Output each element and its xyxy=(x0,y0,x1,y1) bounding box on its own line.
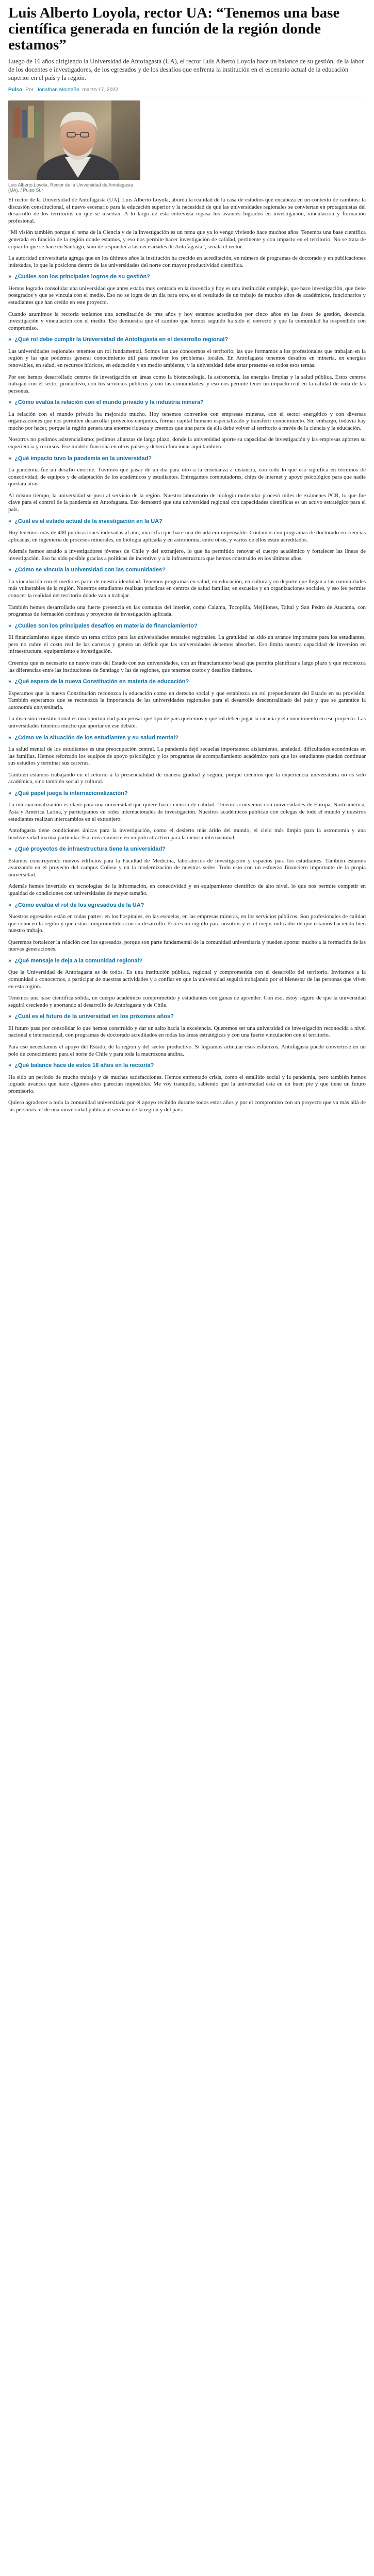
question-text: ¿Qué rol debe cumplir la Universidad de Antofagasta en el desarrollo regional? xyxy=(14,336,229,343)
question-bullet-icon: » xyxy=(8,336,12,343)
body-paragraph: Nuestros egresados están en todas partes: en los hospitales, en las escuelas, en las empresas mineras, en los servicios públicos. Son profesionales de calidad que conocen la región y que están comprometidos con su desarrollo. Eso es un orgullo para nosotros y es el mejor indicador de que estamos haciendo bien nuestro trabajo. xyxy=(8,913,366,934)
body-paragraph: Para eso necesitamos el apoyo del Estado, de la región y del sector productivo. Si logramos articular esos esfuerzos, Antofagasta puede convertirse en un polo de conocimiento para el norte de Chile y para toda la macrozona andina. xyxy=(8,1044,366,1057)
photo-caption: Luis Alberto Loyola, Rector de la Universidad de Antofagasta (UA). / Pulso Sur xyxy=(8,182,134,193)
question-heading xyxy=(8,790,366,797)
question-text: ¿Cómo evalúa el rol de los egresados de la UA? xyxy=(14,902,144,908)
question-heading xyxy=(8,567,366,573)
question-text: ¿Cómo evalúa la relación con el mundo privado y la industria minera? xyxy=(14,399,204,406)
question-text: ¿Qué papel juega la internacionalización? xyxy=(14,790,128,796)
question-bullet-icon: » xyxy=(8,679,12,685)
body-paragraph: El futuro pasa por consolidar lo que hemos construido y dar un salto hacia la excelencia. Queremos ser una universidad de investigación reconocida a nivel nacional e internacional, con programas de doctorado acreditados en todas las áreas estratégicas y con una fuerte vinculación con el territorio. xyxy=(8,1025,366,1039)
article-body xyxy=(0,197,374,1129)
body-paragraph: El financiamiento sigue siendo un tema crítico para las universidades estatales regionales. La gratuidad ha sido un avance importante para los estudiantes, pero no cubre el costo real de las carreras y genera un déficit que las universidades debemos absorber. Eso limita nuestra capacidad de inversión en infraestructura, equipamiento e investigación. xyxy=(8,634,366,655)
body-paragraph: Al mismo tiempo, la universidad se puso al servicio de la región. Nuestro laboratorio de biología molecular procesó miles de exámenes PCR, lo que fue clave para el control de la pandemia en Antofagasta. Eso demostró que una universidad regional con capacidades científicas es un activo estratégico para el país. xyxy=(8,492,366,513)
question-text: ¿Cómo se vincula la universidad con las comunidades? xyxy=(14,567,166,573)
body-paragraph: Antofagasta tiene condiciones únicas para la investigación, como el desierto más árido del mundo, el cielo más limpio para la astronomía y una biodiversidad marina particular. Eso nos convierte en un polo atractivo para la ciencia internacional. xyxy=(8,827,366,841)
body-paragraph: Esperamos que la nueva Constitución reconozca la educación como un derecho social y que establezca un rol preponderante del Estado en su provisión. También esperamos que se reconozca la importancia de las universidades regionales para el desarrollo descentralizado del país y que se garantice la autonomía universitaria. xyxy=(8,690,366,710)
body-paragraph: “Mi visión también porque el tema de la Ciencia y de la investigación es un tema que ya lo vengo viviendo hace muchos años. Tenemos una base científica generada en función de la región donde estamos, y eso nos permite hacer investigación de calidad, pertinente y con impacto en el territorio. No se trata de copiar lo que se hace en Santiago, sino de responder a las necesidades de Antofagasta”, señala el rector. xyxy=(8,229,366,250)
question-bullet-icon: » xyxy=(8,1013,12,1020)
question-heading xyxy=(8,1062,366,1069)
question-text: ¿Cuál es el estado actual de la investigación en la UA? xyxy=(14,518,162,524)
question-heading xyxy=(8,902,366,909)
body-paragraph: Ha sido un período de mucho trabajo y de muchas satisfacciones. Hemos enfrentado crisis, como el estallido social y la pandemia, pero también hemos logrado avances que hace algunos años parecían imposibles. Me voy tranquilo, sabiendo que la universidad está en un buen pie y que tiene un futuro promisorio. xyxy=(8,1074,366,1094)
body-paragraph: También hemos desarrollado una fuerte presencia en las comunas del interior, como Calama, Tocopilla, Mejillones, Taltal y San Pedro de Atacama, con programas de formación continua y proyectos de investigación aplicada. xyxy=(8,604,366,618)
author-prefix: Por xyxy=(25,87,34,93)
article-lead: Luego de 16 años dirigiendo la Universidad de Antofagasta (UA), el rector Luis Alberto Loyola hace un balance de su gestión, de la labor de los docentes e investigadores, de los egresados y de los desafíos que enfrenta la institución en el escenario actual de la educación superior en el país y la región. xyxy=(8,58,364,81)
question-heading xyxy=(8,274,366,280)
question-text: ¿Cuáles son los principales desafíos en materia de financiamiento? xyxy=(14,622,198,629)
body-paragraph: Queremos fortalecer la relación con los egresados, porque son parte fundamental de la comunidad universitaria y pueden aportar mucho a la formación de las nuevas generaciones. xyxy=(8,939,366,953)
question-bullet-icon: » xyxy=(8,846,12,853)
question-heading xyxy=(8,679,366,685)
body-paragraph: La pandemia fue un desafío enorme. Tuvimos que pasar de un día para otro a la enseñanza a distancia, con todo lo que eso significa en términos de conectividad, de equipos y de adaptación de los académicos y estudiantes. Entregamos computadores, chips de internet y apoyo psicológico para que nadie quedara atrás. xyxy=(8,467,366,487)
question-heading xyxy=(8,1013,366,1020)
body-paragraph: Por eso hemos desarrollado centros de investigación en áreas como la biotecnología, la astronomía, las energías limpias y la salud pública. Estos centros trabajan con el sector productivo, con los servicios públicos y con las comunidades, y eso nos permite tener un impacto real en la calidad de vida de las personas. xyxy=(8,374,366,394)
body-paragraph: La salud mental de los estudiantes es una preocupación central. La pandemia dejó secuelas importantes: aislamiento, ansiedad, dificultades económicas en las familias. Hemos reforzado los equipos de apoyo psicológico y los programas de acompañamiento académico para que los estudiantes puedan continuar sus estudios y terminar sus carreras. xyxy=(8,745,366,767)
question-text: ¿Qué espera de la nueva Constitución en materia de educación? xyxy=(14,679,189,685)
question-heading xyxy=(8,958,366,964)
article-header xyxy=(0,0,374,93)
source-label[interactable]: Pulso xyxy=(8,87,23,93)
publish-date: marzo 17, 2022 xyxy=(82,87,119,93)
body-paragraph: También estamos trabajando en el retorno a la presencialidad de manera gradual y segura, porque creemos que la experiencia universitaria no es solo académica, sino también social y cultural. xyxy=(8,771,366,785)
question-text: ¿Cuál es el futuro de la universidad en los próximos años? xyxy=(14,1013,174,1020)
body-paragraph: La vinculación con el medio es parte de nuestra identidad. Tenemos programas en salud, en educación, en cultura y en deporte que llegan a las comunidades más vulnerables de la región. Nuestros estudiantes realizan prácticas en centros de salud familiar, en escuelas y en organizaciones sociales, y eso les permite conocer la realidad del territorio donde van a trabajar. xyxy=(8,578,366,599)
body-paragraph: La internacionalización es clave para una universidad que quiere hacer ciencia de calidad. Tenemos convenios con universidades de Europa, Norteamérica, Asia y América Latina, y participamos en redes internacionales de investigación. Nuestros académicos publican con colegas de todo el mundo y nuestros estudiantes realizan intercambios en el extranjero. xyxy=(8,802,366,822)
body-paragraph: Que la Universidad de Antofagasta es de todos. Es una institución pública, regional y comprometida con el desarrollo del territorio. Invitamos a la comunidad a conocernos, a participar de nuestras actividades y a confiar en que la universidad seguirá trabajando por el bienestar de las personas que viven en esta región. xyxy=(8,969,366,990)
body-paragraph: Estamos construyendo nuevos edificios para la Facultad de Medicina, laboratorios de investigación y espacios para los estudiantes. También estamos avanzando en el proyecto del campus Coloso y en la modernización de nuestras sedes. Todo esto con un esfuerzo financiero importante de la propia universidad. xyxy=(8,857,366,878)
question-heading xyxy=(8,455,366,462)
article-title: Luis Alberto Loyola, rector UA: “Tenemos una base científica generada en función de la región donde estamos” xyxy=(8,5,340,53)
question-heading xyxy=(8,518,366,525)
body-paragraph: Cuando asumimos la rectoría teníamos una acreditación de tres años y hoy estamos acreditados por cinco años en las áreas de gestión, docencia, investigación y vinculación con el medio. Eso demuestra que el camino que hemos seguido ha sido el correcto y que la comunidad ha respondido con compromiso. xyxy=(8,311,366,331)
body-paragraph: Las universidades regionales tenemos un rol fundamental. Somos las que conocemos el territorio, las que formamos a los profesionales que trabajan en la región y las que podemos generar conocimiento útil para resolver los problemas locales. En Antofagasta tenemos desafíos en minería, en energías renovables, en salud, en recursos hídricos, en educación y en medio ambiente, y la universidad debe estar presente en todos esos temas. xyxy=(8,348,366,368)
body-paragraph: Hemos logrado consolidar una universidad que antes estaba muy centrada en la docencia y hoy es una institución compleja, que hace investigación, que tiene postgrados y que se vincula con el medio. Eso no se logra de un día para otro, es el resultado de un trabajo de muchos años de académicos, funcionarios y estudiantes que han creído en este proyecto. xyxy=(8,285,366,306)
body-paragraph: La autoridad universitaria agrega que en los últimos años la institución ha crecido en acreditación, en número de programas de doctorado y en publicaciones indexadas, lo que la posiciona dentro de las universidades del norte con mayor productividad científica. xyxy=(8,255,366,268)
article-photo xyxy=(8,100,140,180)
body-paragraph: La relación con el mundo privado ha mejorado mucho. Hoy tenemos convenios con empresas mineras, con el sector energético y con diversas organizaciones que nos permiten desarrollar proyectos conjuntos, formar capital humano especializado y transferir conocimiento. Sin embargo, todavía hay mucho por hacer, porque la región genera una enorme riqueza y creemos que una parte de ella debe volver al territorio a través de la ciencia y la educación. xyxy=(8,411,366,431)
body-paragraph: La discusión constitucional es una oportunidad para pensar qué tipo de país queremos y qué rol deben jugar la ciencia y el conocimiento en ese proyecto. Las universidades tenemos mucho que aportar en ese debate. xyxy=(8,716,366,729)
question-bullet-icon: » xyxy=(8,518,12,524)
body-paragraph: Nosotros no pedimos asistencialismo; pedimos alianzas de largo plazo, donde la universidad aporte su capacidad de investigación y las empresas aporten su experiencia y recursos. Ese modelo funciona en otros países y debería funcionar aquí también. xyxy=(8,436,366,450)
question-bullet-icon: » xyxy=(8,399,12,406)
question-text: ¿Cómo ve la situación de los estudiantes y su salud mental? xyxy=(14,734,178,741)
body-paragraph: Quiero agradecer a toda la comunidad universitaria por el apoyo recibido durante todos estos años y por el compromiso con un proyecto que va más allá de las personas: el de una universidad pública al servicio de la región y del país. xyxy=(8,1099,366,1113)
question-text: ¿Cuáles son los principales logros de su gestión? xyxy=(14,274,150,280)
article-page xyxy=(0,0,374,1129)
question-heading xyxy=(8,623,366,630)
question-bullet-icon: » xyxy=(8,455,12,462)
author-link[interactable]: Jonathan Montaño xyxy=(36,87,79,93)
question-text: ¿Qué proyectos de infraestructura tiene la universidad? xyxy=(14,846,166,853)
question-bullet-icon: » xyxy=(8,734,12,741)
question-bullet-icon: » xyxy=(8,567,12,573)
body-paragraph: Creemos que es necesario un nuevo trato del Estado con sus universidades, con un financiamiento basal que permita planificar a largo plazo y que reconozca las diferencias entre las instituciones de Santiago y las de regiones, que tenemos costos y desafíos distintos. xyxy=(8,659,366,673)
question-bullet-icon: » xyxy=(8,622,12,629)
question-heading xyxy=(8,735,366,741)
question-text: ¿Qué mensaje le deja a la comunidad regional? xyxy=(14,958,143,964)
question-heading xyxy=(8,336,366,343)
body-paragraph: El rector de la Universidad de Antofagasta (UA), Luis Alberto Loyola, aborda la realidad de la casa de estudios que encabeza en un contexto de cambios: la discusión constitucional, el nuevo escenario para la educación superior y la necesidad de que las universidades regionales se conviertan en protagonistas del desarrollo de los territorios en que se insertan. A lo largo de esta entrevista repasa los avances logrados en investigación, vinculación y formación profesional. xyxy=(8,197,366,224)
body-paragraph: Tenemos una base científica sólida, un cuerpo académico comprometido y estudiantes con ganas de aprender. Con eso, estoy seguro de que la universidad seguirá creciendo y aportando al desarrollo de Antofagasta y de Chile. xyxy=(8,995,366,1008)
question-text: ¿Qué impacto tuvo la pandemia en la universidad? xyxy=(14,455,152,462)
article-meta xyxy=(8,87,366,93)
question-bullet-icon: » xyxy=(8,1062,12,1069)
question-bullet-icon: » xyxy=(8,958,12,964)
question-heading xyxy=(8,399,366,406)
photo-block xyxy=(0,96,156,193)
body-paragraph: Hoy tenemos más de 400 publicaciones indexadas al año, una cifra que hace una década era impensable. Contamos con programas de doctorado en ciencias aplicadas, en ingeniería de procesos minerales, en biología aplicada y en astronomía, entre otros, y varios de ellos están acreditados. xyxy=(8,530,366,543)
question-heading xyxy=(8,846,366,853)
question-text: ¿Qué balance hace de estos 16 años en la rectoría? xyxy=(14,1062,154,1069)
body-paragraph: Además hemos atraído a investigadores jóvenes de Chile y del extranjero, lo que ha permitido renovar el cuerpo académico y fortalecer las líneas de investigación. Eso ha sido posible gracias a políticas de incentivo y a la infraestructura que hemos construido en los últimos años. xyxy=(8,548,366,562)
question-bullet-icon: » xyxy=(8,902,12,908)
body-paragraph: Además hemos invertido en tecnologías de la información, en conectividad y en equipamiento científico de alto nivel, lo que nos permite competir en igualdad de condiciones con universidades de mayor tamaño. xyxy=(8,883,366,897)
question-bullet-icon: » xyxy=(8,274,12,280)
question-bullet-icon: » xyxy=(8,790,12,796)
